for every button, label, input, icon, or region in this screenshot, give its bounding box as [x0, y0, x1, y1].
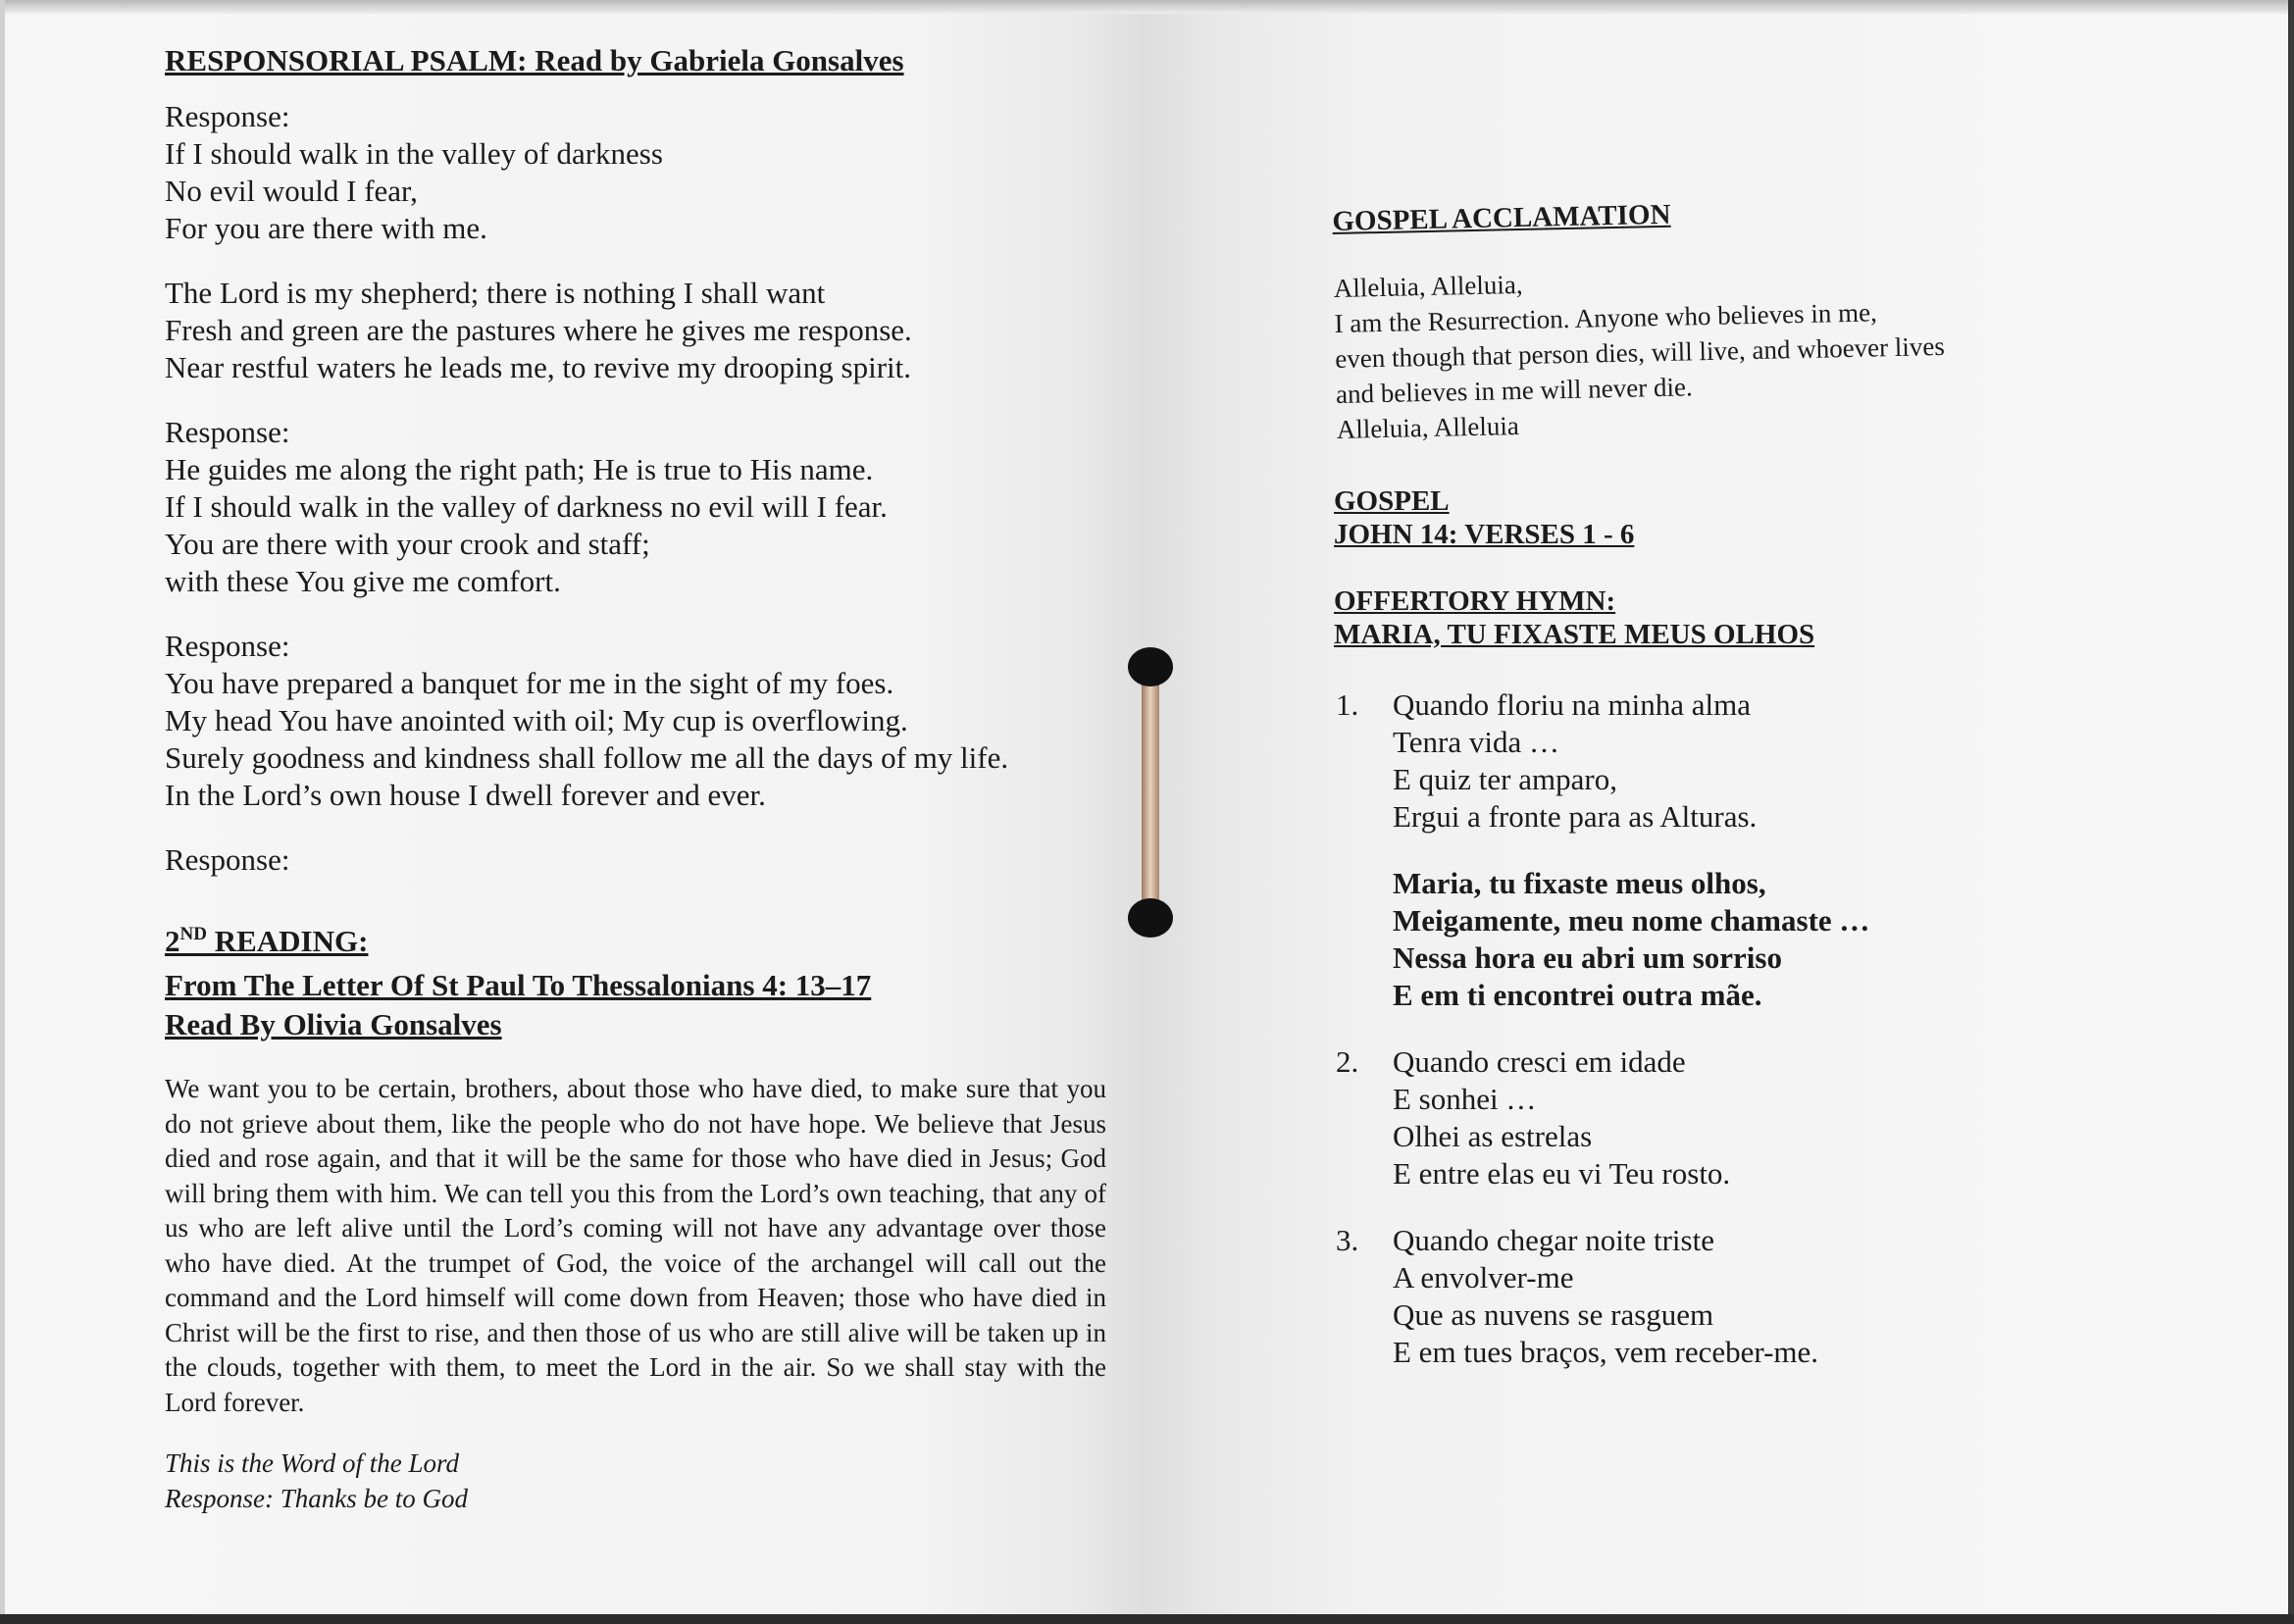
psalm-heading: RESPONSORIAL PSALM: Read by Gabriela Gonsalves: [165, 43, 904, 77]
left-edge: [0, 0, 5, 1624]
verse-number: 1.: [1336, 687, 1359, 722]
stanza-line: No evil would I fear,: [165, 174, 418, 208]
verse-line: Quando chegar noite triste: [1393, 1223, 1714, 1257]
acclamation-text: [1333, 258, 1946, 447]
offertory-title: MARIA, TU FIXASTE MEUS OLHOS: [1334, 619, 1815, 650]
stanza-line: He guides me along the right path; He is true to His name.: [165, 452, 874, 486]
stanza-1: [165, 98, 1106, 247]
reading-reader: Read By Olivia Gonsalves: [165, 1007, 502, 1041]
stanza-line: Response:: [165, 99, 290, 133]
verse-number: 2.: [1336, 1044, 1359, 1079]
stanza-line: Near restful waters he leads me, to revive my drooping spirit.: [165, 350, 911, 384]
binding-knob-top: [1128, 647, 1173, 686]
reading-heading: [165, 922, 1106, 966]
reading-source: From The Letter Of St Paul To Thessalonians 4: 13–17: [165, 968, 872, 1002]
gospel-reference: JOHN 14: VERSES 1 - 6: [1334, 519, 1635, 550]
stanza-4: [165, 628, 1106, 814]
stanza-line: In the Lord’s own house I dwell forever and ever.: [165, 778, 766, 812]
verse-line: Olhei as estrelas: [1393, 1119, 1593, 1153]
binding-cord: [1128, 647, 1177, 941]
closing-line: This is the Word of the Lord: [165, 1448, 460, 1478]
verse-line: Que as nuvens se rasguem: [1393, 1297, 1714, 1332]
verse-number: 3.: [1336, 1223, 1359, 1257]
verse-line: Tenra vida …: [1393, 725, 1559, 759]
chorus-line: Maria, tu fixaste meus olhos,: [1393, 866, 1766, 900]
verse-3: [1336, 1222, 2081, 1371]
chorus: [1336, 865, 2081, 1014]
gospel-section: [1334, 484, 1634, 551]
acclamation-line: even though that person dies, will live, and whoever lives: [1335, 330, 1946, 374]
acclamation-line: Alleluia, Alleluia: [1336, 411, 1520, 444]
offertory-section: [1334, 584, 1814, 651]
chorus-line: Nessa hora eu abri um sorriso: [1393, 940, 1782, 975]
binding-knob-bottom: [1128, 898, 1173, 938]
stanza-5: [165, 841, 1106, 879]
verse-line: E quiz ter amparo,: [1393, 762, 1617, 796]
offertory-heading: OFFERTORY HYMN:: [1334, 585, 1616, 617]
stanza-line: You have prepared a banquet for me in the sight of my foes.: [165, 666, 894, 700]
psalm-section: [165, 41, 904, 80]
reading-number: 2: [165, 924, 180, 958]
verse-line: Quando cresci em idade: [1393, 1044, 1686, 1079]
chorus-line: Meigamente, meu nome chamaste …: [1393, 903, 1870, 938]
gospel-heading: GOSPEL: [1334, 485, 1450, 517]
verse-line: Quando floriu na minha alma: [1393, 687, 1752, 722]
chorus-line: E em ti encontrei outra mãe.: [1393, 978, 1762, 1012]
right-edge: [2288, 0, 2294, 1624]
verse-line: Ergui a fronte para as Alturas.: [1393, 799, 1758, 834]
second-reading-section: [165, 922, 1106, 1516]
stanza-line: For you are there with me.: [165, 211, 487, 245]
cord: [1142, 677, 1159, 912]
stanza-line: If I should walk in the valley of darkness: [165, 136, 663, 171]
acclamation-line: Alleluia, Alleluia,: [1333, 269, 1523, 303]
stanza-line: The Lord is my shepherd; there is nothing I shall want: [165, 276, 826, 310]
verse-2: [1336, 1043, 2081, 1193]
stanza-line: Response:: [165, 629, 290, 663]
reading-text: We want you to be certain, brothers, about those who have died, to make sure that you do not grieve about them, like the people who do not have hope. We believe that Jesus died and rose again, and that it will be the same for those who have died in Jesus; God will bring them with him. We can tell you this from the Lord’s own teaching, that any of us who are left alive until the Lord’s coming will not have any advantage over those who have died. At the trumpet of God, the voice of the archangel will call out the command and the Lord himself will come down from Heaven; those who have died in Christ will be the first to rise, and then those of us who are still alive will be taken up in the clouds, together with them, to meet the Lord in the air. So we shall stay with the Lord forever.: [165, 1074, 1106, 1417]
verse-line: E entre elas eu vi Teu rosto.: [1393, 1156, 1731, 1191]
top-edge: [0, 0, 2294, 14]
stanza-line: Fresh and green are the pastures where he gives me response.: [165, 313, 912, 347]
acclamation-heading: GOSPEL ACCLAMATION: [1332, 198, 1671, 237]
stanza-line: Response:: [165, 415, 290, 449]
verse-line: E sonhei …: [1393, 1082, 1537, 1116]
reading-title: READING:: [206, 924, 369, 958]
stanza-line: Response:: [165, 842, 290, 877]
stanza-3: [165, 414, 1106, 600]
acclamation-line: I am the Resurrection. Anyone who believes in me,: [1334, 297, 1878, 338]
stanza-line: My head You have anointed with oil; My cup is overflowing.: [165, 703, 908, 737]
reading-superscript: ND: [179, 924, 207, 944]
acclamation-line: and believes in me will never die.: [1335, 372, 1693, 409]
verse-1: [1336, 686, 2081, 836]
stanza-line: with these You give me comfort.: [165, 564, 561, 598]
psalm-stanzas: [165, 98, 1106, 906]
reading-closing: [165, 1446, 1106, 1516]
hymn: [1336, 686, 2081, 1400]
stanza-line: You are there with your crook and staff;: [165, 527, 650, 561]
acclamation-section: [1332, 189, 1947, 447]
bottom-edge: [0, 1614, 2294, 1624]
verse-line: A envolver-me: [1393, 1260, 1574, 1294]
closing-line: Response: Thanks be to God: [165, 1484, 468, 1513]
verse-line: E em tues braços, vem receber-me.: [1393, 1335, 1819, 1369]
stanza-line: Surely goodness and kindness shall follow me all the days of my life.: [165, 740, 1009, 775]
stanza-line: If I should walk in the valley of darkness no evil will I fear.: [165, 489, 888, 524]
stanza-2: [165, 275, 1106, 386]
